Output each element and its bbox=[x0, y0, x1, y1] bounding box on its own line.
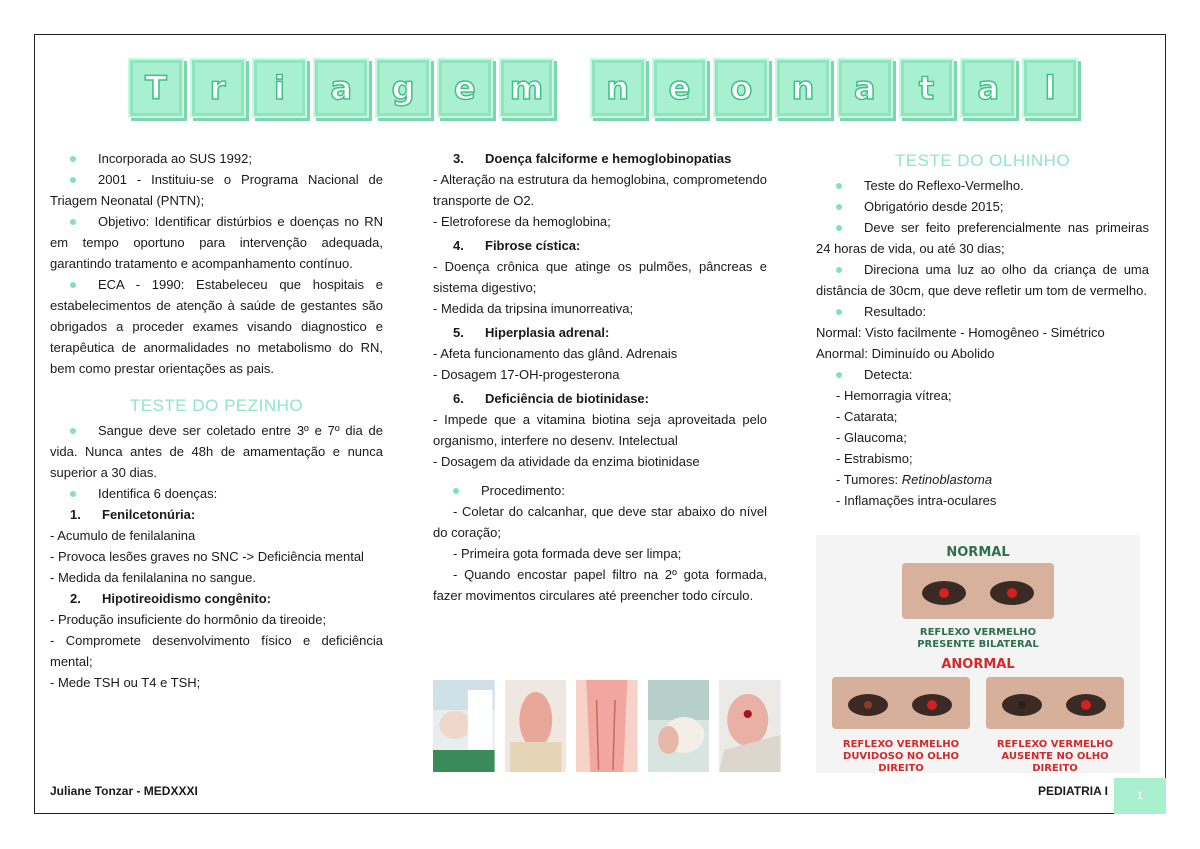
list-item: - Tumores: Retinoblastoma bbox=[836, 472, 993, 487]
list-item: - Dosagem 17-OH-progesterona bbox=[433, 367, 620, 382]
list-item: Deve ser feito preferencialmente nas primeiras 24 horas de vida, ou até 30 dias; bbox=[816, 220, 1149, 256]
bullet-icon bbox=[836, 183, 842, 189]
list-item: Objetivo: Identificar distúrbios e doenças no RN em tempo oportuno para intervenção adequada, garantindo tratamento e acompanhamento contínuo. bbox=[50, 214, 383, 271]
list-item: - Eletroforese da hemoglobina; bbox=[433, 214, 611, 229]
column-left bbox=[50, 148, 383, 693]
title-block: g bbox=[375, 58, 431, 118]
disease-heading: 6. Deficiência de biotinidase: bbox=[453, 391, 649, 406]
section-title-olhinho: TESTE DO OLHINHO bbox=[894, 151, 1071, 170]
list-item: - Produção insuficiente do hormônio da tireoide; bbox=[50, 612, 327, 627]
normal-eyes-photo bbox=[902, 563, 1054, 619]
title-block: r bbox=[190, 58, 246, 118]
list-item: - Quando encostar papel filtro na 2º gota formada, fazer movimentos circulares até preencher todo círculo. bbox=[433, 567, 767, 603]
list-item: - Dosagem da atividade da enzima biotinidase bbox=[433, 454, 700, 469]
bullet-icon bbox=[836, 309, 842, 315]
column-middle bbox=[433, 148, 767, 606]
photo-heel-blood-drop bbox=[719, 680, 781, 772]
list-item: - Medida da tripsina imunorreativa; bbox=[433, 301, 634, 316]
list-item: Teste do Reflexo-Vermelho. bbox=[816, 175, 1149, 196]
list-item: ECA - 1990: Estabeleceu que hospitais e estabelecimentos de atenção à saúde de gestantes são obrigados a proceder exames visando diagnostico e terapêutica de anormalidades no metabolismo do RN, bem como prestar orientações as pais. bbox=[50, 277, 383, 376]
title-block: o bbox=[713, 58, 769, 118]
bullet-icon bbox=[70, 156, 76, 162]
section-title-pezinho: TESTE DO PEZINHO bbox=[129, 396, 304, 415]
list-item: Resultado: bbox=[816, 301, 1149, 322]
anormal-title: ANORMAL bbox=[941, 657, 1015, 672]
list-item: - Inflamações intra-oculares bbox=[836, 493, 997, 508]
bullet-icon bbox=[836, 372, 842, 378]
list-item: - Primeira gota formada deve ser limpa; bbox=[453, 546, 682, 561]
bullet-icon bbox=[836, 267, 842, 273]
title-block: n bbox=[775, 58, 831, 118]
column-right bbox=[816, 150, 1149, 511]
footer-subject: PEDIATRIA I bbox=[1037, 784, 1108, 798]
list-item: - Impede que a vitamina biotina seja aproveitada pelo organismo, interfere no desenv. Intelectual bbox=[433, 412, 767, 448]
anormal-right-eyes-photo bbox=[986, 677, 1124, 729]
disease-heading: 5. Hiperplasia adrenal: bbox=[453, 325, 610, 340]
title-block: T bbox=[128, 58, 184, 118]
list-item: Direciona uma luz ao olho da criança de uma distância de 30cm, que deve refletir um tom de vermelho. bbox=[816, 262, 1149, 298]
title-block: a bbox=[313, 58, 369, 118]
bullet-icon bbox=[70, 282, 76, 288]
photo-foot-puncture-sites bbox=[576, 680, 638, 772]
bullet-icon bbox=[70, 491, 76, 497]
normal-title: NORMAL bbox=[946, 545, 1010, 560]
result-anormal: Anormal: Diminuído ou Abolido bbox=[816, 346, 995, 361]
title-block: a bbox=[960, 58, 1016, 118]
list-item: - Provoca lesões graves no SNC -> Deficiência mental bbox=[50, 549, 364, 564]
list-item: - Coletar do calcanhar, que deve star abaixo do nível do coração; bbox=[433, 504, 767, 540]
anormal-right-caption: REFLEXO VERMELHO AUSENTE NO OLHO DIREITO bbox=[996, 739, 1114, 774]
list-item: - Acumulo de fenilalanina bbox=[50, 528, 196, 543]
title-block: l bbox=[1022, 58, 1078, 118]
result-normal: Normal: Visto facilmente - Homogêneo - Simétrico bbox=[816, 325, 1105, 340]
list-item: - Glaucoma; bbox=[836, 430, 907, 445]
list-item: Obrigatório desde 2015; bbox=[816, 196, 1149, 217]
bullet-icon bbox=[70, 177, 76, 183]
title-block: i bbox=[252, 58, 308, 118]
list-item: Detecta: bbox=[816, 364, 1149, 385]
list-item: - Alteração na estrutura da hemoglobina, comprometendo transporte de O2. bbox=[433, 172, 767, 208]
list-item: - Estrabismo; bbox=[836, 451, 913, 466]
list-item: - Compromete desenvolvimento físico e deficiência mental; bbox=[50, 633, 383, 669]
anormal-left-eyes-photo bbox=[832, 677, 970, 729]
list-item: - Hemorragia vítrea; bbox=[836, 388, 952, 403]
list-item: - Medida da fenilalanina no sangue. bbox=[50, 570, 256, 585]
disease-heading: 4. Fibrose cística: bbox=[453, 238, 581, 253]
red-reflex-figure bbox=[816, 535, 1140, 773]
bullet-icon bbox=[836, 225, 842, 231]
list-item: Identifica 6 doenças: bbox=[50, 483, 383, 504]
list-item: 2001 - Instituiu-se o Programa Nacional de Triagem Neonatal (PNTN); bbox=[50, 172, 383, 208]
photo-blood-collection bbox=[648, 680, 710, 772]
title-block: n bbox=[590, 58, 646, 118]
normal-caption: REFLEXO VERMELHO PRESENTE BILATERAL bbox=[917, 627, 1039, 650]
bullet-icon bbox=[70, 219, 76, 225]
title-block: m bbox=[499, 58, 555, 118]
footer-author: Juliane Tonzar - MEDXXXI bbox=[50, 784, 198, 798]
page-number: 1 bbox=[1114, 778, 1166, 814]
bullet-icon bbox=[70, 428, 76, 434]
disease-heading: 1. Fenilcetonúria: bbox=[70, 507, 196, 522]
list-item: - Catarata; bbox=[836, 409, 898, 424]
title-block: t bbox=[899, 58, 955, 118]
list-item: Incorporada ao SUS 1992; bbox=[50, 148, 383, 169]
heel-prick-photos bbox=[433, 680, 781, 772]
list-item: - Afeta funcionamento das glând. Adrenais bbox=[433, 346, 678, 361]
title-block: e bbox=[652, 58, 708, 118]
list-item: Sangue deve ser coletado entre 3º e 7º dia de vida. Nunca antes de 48h de amamentação e nunca superior a 30 dias. bbox=[50, 423, 383, 480]
page-title bbox=[128, 58, 1078, 122]
title-block: e bbox=[437, 58, 493, 118]
list-item: Procedimento: bbox=[433, 480, 767, 501]
title-block: a bbox=[837, 58, 893, 118]
list-item: - Doença crônica que atinge os pulmões, pâncreas e sistema digestivo; bbox=[433, 259, 767, 295]
bullet-icon bbox=[836, 204, 842, 210]
disease-heading: 3. Doença falciforme e hemoglobinopatias bbox=[453, 151, 732, 166]
anormal-left-caption: REFLEXO VERMELHO DUVIDOSO NO OLHO DIREITO bbox=[842, 739, 960, 774]
list-item: - Mede TSH ou T4 e TSH; bbox=[50, 675, 201, 690]
bullet-icon bbox=[453, 488, 459, 494]
title-space bbox=[560, 58, 583, 118]
disease-heading: 2. Hipotireoidismo congênito: bbox=[70, 591, 271, 606]
photo-nurse-baby bbox=[433, 680, 495, 772]
photo-heel-warming bbox=[505, 680, 567, 772]
